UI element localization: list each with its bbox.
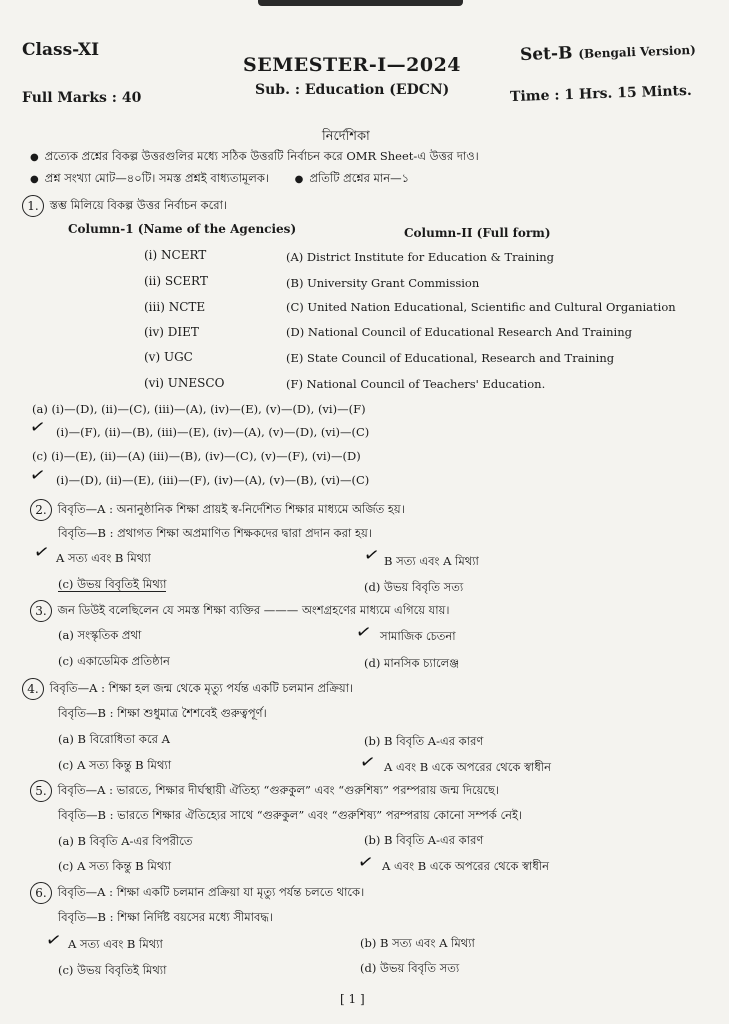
agency-5: (v) UGC <box>144 350 193 364</box>
class-label: Class-XI <box>22 40 100 60</box>
q1-option-b[interactable]: (i)—(F), (ii)—(B), (iii)—(E), (iv)—(A), (v)—(D), (vi)—(C) <box>56 425 370 439</box>
q1-option-c[interactable]: (c) (i)—(E), (ii)—(A) (iii)—(B), (iv)—(C), (v)—(F), (vi)—(D) <box>32 449 361 463</box>
q2-option-d[interactable]: (d) উভয় বিবৃতি সত্য <box>364 580 464 594</box>
full-marks: Full Marks : 40 <box>22 90 142 106</box>
agency-6: (vi) UNESCO <box>144 376 225 390</box>
subject-line: Sub. : Education (EDCN) <box>255 82 450 98</box>
statement-b: বিবৃতি—B : শিক্ষা শুধুমাত্র শৈশবেই গুরুত্বপূর্ণ। <box>58 706 267 720</box>
instruction-line-2 <box>30 170 409 189</box>
question-number: 3. <box>30 600 52 622</box>
instructions-title: নির্দেশিকা <box>322 129 370 144</box>
hand-tick-icon: ✓ <box>31 540 52 565</box>
question-text: জন ডিউই বলেছিলেন যে সমস্ত শিক্ষা ব্যক্তির ——— অংশগ্রহণের মাধ্যমে এগিয়ে যায়। <box>57 603 450 617</box>
question-2 <box>30 499 405 521</box>
statement-a: বিবৃতি—A : অনানুষ্ঠানিক শিক্ষা প্রায়ই স্ব-নির্দেশিত শিক্ষার মাধ্যমে অর্জিত হয়। <box>57 502 405 516</box>
q2-option-c[interactable] <box>58 576 166 595</box>
agency-1: (i) NCERT <box>144 248 207 262</box>
scan-edge-mark <box>258 0 463 6</box>
question-number: 6. <box>30 882 52 904</box>
semester-title: SEMESTER-I—2024 <box>243 54 462 76</box>
question-4 <box>22 678 353 700</box>
hand-tick-icon: ✓ <box>27 463 48 488</box>
full-form-B: (B) University Grant Commission <box>286 276 480 290</box>
question-5 <box>30 780 499 802</box>
statement-a: বিবৃতি—A : ভারতে, শিক্ষার দীর্ঘস্থায়ী ঐতিহ্য “গুরুকুল” এবং “গুরুশিষ্য” পরম্পরায় জন্ম দিয়েছে। <box>57 783 500 797</box>
q1-option-a[interactable]: (a) (i)—(D), (ii)—(C), (iii)—(A), (iv)—(E), (v)—(D), (vi)—(F) <box>32 402 366 416</box>
statement-b: বিবৃতি—B : ভারতে শিক্ষার ঐতিহ্যের সাথে “গুরুকুল” এবং “গুরুশিষ্য” পরম্পরায় কোনো সম্পর্ক নেই। <box>58 808 523 822</box>
question-3 <box>30 600 450 622</box>
q3-option-b[interactable]: সামাজিক চেতনা <box>380 629 456 643</box>
hand-tick-icon: ✓ <box>43 928 64 953</box>
statement-b: বিবৃতি—B : শিক্ষা নির্দিষ্ট বয়সের মধ্যে সীমাবদ্ধ। <box>58 910 273 924</box>
question-number: 2. <box>30 499 52 521</box>
q3-option-c[interactable]: (c) একাডেমিক প্রতিষ্ঠান <box>58 654 170 668</box>
question-1 <box>22 195 227 217</box>
full-form-E: (E) State Council of Educational, Research and Training <box>286 351 615 365</box>
full-form-D: (D) National Council of Educational Research And Training <box>286 325 632 339</box>
q6-option-a[interactable]: A সত্য এবং B মিথ্যা <box>68 937 163 951</box>
q6-option-d[interactable]: (d) উভয় বিবৃতি সত্য <box>360 961 460 975</box>
set-name: Set-B <box>519 43 573 66</box>
statement-a: বিবৃতি—A : শিক্ষা একটি চলমান প্রক্রিয়া যা মৃত্যু পর্যন্ত চলতে থাকে। <box>57 885 365 899</box>
q2-option-b[interactable]: B সত্য এবং A মিথ্যা <box>384 554 479 568</box>
agency-2: (ii) SCERT <box>144 274 208 288</box>
agency-4: (iv) DIET <box>144 325 199 339</box>
q2-option-a[interactable]: A সত্য এবং B মিথ্যা <box>56 551 151 565</box>
q5-option-d[interactable]: A এবং B একে অপরের থেকে স্বাধীন <box>382 859 549 873</box>
q4-option-c[interactable]: (c) A সত্য কিন্তু B মিথ্যা <box>58 758 172 772</box>
question-number: 4. <box>22 678 44 700</box>
full-form-C: (C) United Nation Educational, Scientific and Cultural Organiation <box>286 300 676 314</box>
question-number: 5. <box>30 780 52 802</box>
statement-b: বিবৃতি—B : প্রথাগত শিক্ষা অপ্রমাণিত শিক্ষকদের দ্বারা প্রদান করা হয়। <box>58 526 372 540</box>
instruction-line-1: ● প্রত্যেক প্রশ্নের বিকল্প উত্তরগুলির মধ্যে সঠিক উত্তরটি নির্বাচন করে OMR Sheet-এ উত্তর দাও। <box>30 148 479 167</box>
q5-option-b[interactable]: (b) B বিবৃতি A-এর কারণ <box>364 833 484 847</box>
hand-tick-icon: ✓ <box>361 543 382 568</box>
q4-option-d[interactable]: A এবং B একে অপরের থেকে স্বাধীন <box>384 760 551 774</box>
full-form-A: (A) District Institute for Education & Training <box>286 250 555 264</box>
hand-tick-icon: ✓ <box>353 620 374 645</box>
q5-option-c[interactable]: (c) A সত্য কিন্তু B মিথ্যা <box>58 859 172 873</box>
q3-option-a[interactable]: (a) সংস্কৃতিক প্রথা <box>58 628 142 642</box>
set-label <box>520 39 696 65</box>
column-1-heading: Column-1 (Name of the Agencies) <box>68 222 297 236</box>
time-label: Time : 1 Hrs. 15 Mints. <box>509 82 693 106</box>
instruction-line-2b: ● প্রতিটি প্রশ্নের মান—১ <box>295 171 409 185</box>
question-text: স্তম্ভ মিলিয়ে বিকল্প উত্তর নির্বাচন করো। <box>49 198 228 212</box>
hand-tick-icon: ✓ <box>27 415 48 440</box>
q5-option-a[interactable]: (a) B বিবৃতি A-এর বিপরীতে <box>58 834 193 848</box>
instruction-line-2a: ● প্রশ্ন সংখ্যা মোট—৪০টি। সমস্ত প্রশ্নই বাধ্যতামূলক। <box>30 171 269 185</box>
q1-option-d[interactable]: (i)—(D), (ii)—(E), (iii)—(F), (iv)—(A), (v)—(B), (vi)—(C) <box>56 473 370 487</box>
column-2-heading: Column-II (Full form) <box>404 226 551 240</box>
hand-tick-icon: ✓ <box>355 850 376 875</box>
q6-option-c[interactable]: (c) উভয় বিবৃতিই মিথ্যা <box>58 963 167 977</box>
q3-option-d[interactable]: (d) মানসিক চ্যালেঞ্জ <box>364 656 460 670</box>
q4-option-a[interactable]: (a) B বিরোধিতা করে A <box>58 732 170 746</box>
question-6 <box>30 882 364 904</box>
statement-a: বিবৃতি—A : শিক্ষা হল জন্ম থেকে মৃত্যু পর্যন্ত একটি চলমান প্রক্রিয়া। <box>49 681 354 695</box>
hand-tick-icon: ✓ <box>357 750 378 775</box>
agency-3: (iii) NCTE <box>144 300 206 314</box>
version-label: (Bengali Version) <box>578 42 697 62</box>
q6-option-b[interactable]: (b) B সত্য এবং A মিথ্যা <box>360 936 475 950</box>
page-number: [ 1 ] <box>340 992 365 1006</box>
option-text: (c) উভয় বিবৃতিই মিথ্যা <box>58 577 167 591</box>
full-form-F: (F) National Council of Teachers' Education. <box>286 377 546 391</box>
q4-option-b[interactable]: (b) B বিবৃতি A-এর কারণ <box>364 734 484 748</box>
question-number: 1. <box>22 195 44 217</box>
